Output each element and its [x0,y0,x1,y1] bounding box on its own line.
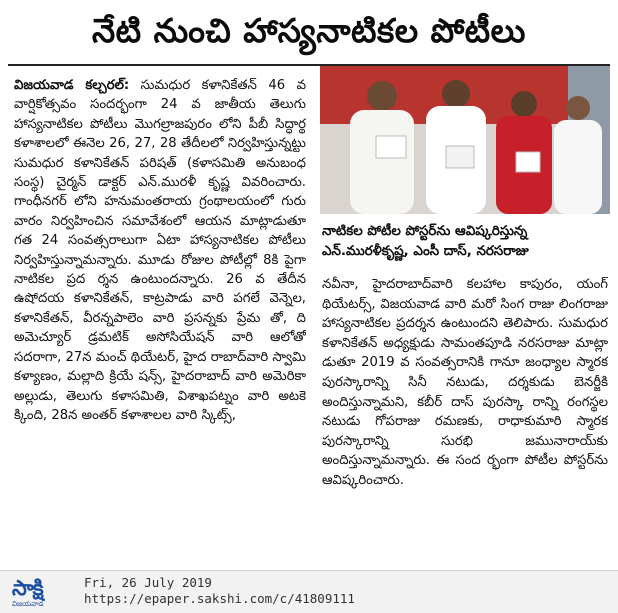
photo-caption [322,222,610,262]
caption-line: ఎన్.మురళీకృష్ణ, ఎంసీ దాస్, నరసరాజు [322,244,529,259]
epaper-url[interactable]: https://epaper.sakshi.com/c/41809111 [84,591,355,606]
logo-subtitle: విజయవాడ [12,600,44,608]
article-column-left [14,76,306,566]
edition-date: Fri, 26 July 2019 [84,575,212,590]
headline: నేటి నుంచి హాస్యనాటికల పోటీలు [92,11,526,50]
footer-meta [84,575,355,607]
article-text: సుమధుర కళానికేతన్ 46 వ వార్షికోత్సవం సందర్భంగా 24 వ జాతీయ తెలుగు హాస్యనాటికల పోటీలు మొగల్రాజపురం లోని పీబీ సిద్ధార్థ కళాశాలలో ఈనెల 26, 27, 28 తేదీలలో నిర్వహిస్తున్నట్టు సుమధుర కళానికేతన్ పరిషత్ (కళాసమితి అనుబంధ సంస్థ) చైర్మన్ డాక్టర్ ఎన్.మురళీ కృష్ణ వివరించారు. గాంధీనగర్ లోని హనుమంతరాయ గ్రంథాలయంలో గురు వారం నిర్వహించిన సమావేశంలో ఆయన మాట్లాడుతూ గత 24 సంవత్సరాలుగా ఏటా హాస్యనాటికల పోటీలు నిర్వహిస్తున్నామన్నారు. మూడు రోజుల పోటీల్లో 8కి పైగా నాటికల ప్రద ర్శన ఉంటుందన్నారు. 26 వ తేదీన ఉషోదయ కళానికేతన్, కాట్రపాడు వారి పగలే వెన్నెల, కళానికేతన్, వీరన్నపాలెం వారి ప్రసన్నకు ప్రేమ తో, ది అమెచ్యూర్ డ్రమటిక్ అసోసియేషన్ వారి ఆలోతో సదరాగా, 27న మంచ్ థియేటర్, హైద రాబాద్‌వారి స్వామి కళ్యాణం, మల్లాది క్రియే షన్స్, హైదరాబాద్ వారి అమెరికా అల్లుడు, తెలుగు కళాసమితి, విశాఖపట్నం వారి అటకె క్కింది, 28న అంతర్ కళాశాలల వారి స్కిట్స్, [14,78,306,423]
photo-illustration [320,66,610,214]
sakshi-logo [6,576,68,608]
footer [0,570,618,613]
dateline: విజయవాడ కల్చరల్: [14,78,130,93]
article-paragraph [14,76,306,425]
article-text: నవీనా, హైదరాబాద్‌వారి కలహాల కాపురం, యంగ్ థియేటర్స్, విజయవాడ వారి మరో సింగ రాజు లింగరాజు హాస్యనాటికల ప్రదర్శన ఉంటుందని తెలిపారు. సుమధుర కళానికేతన్ అధ్యక్షుడు సామంతపూడి నరసరాజు మాట్లా డుతూ 2019 వ సంవత్సరానికి గానూ జంధ్యాల స్మారక పురస్కారాన్ని సినీ నటుడు, దర్శకుడు బెనర్జీకి అందిస్తున్నామని, కబీర్ దాస్ పురస్కా రాన్ని రంగస్థల నటుడు గోపరాజు రమణకు, రాధాకుమారి స్మారక పురస్కారాన్ని సురభి జమునారాయ్‌కు అందిస్తున్నామన్నారు. ఈ సంద ర్భంగా పోటీల పోస్టర్‌ను ఆవిష్కరించారు. [322,277,608,488]
logo-text: సాక్షి [12,576,43,600]
caption-line: నాటికల పోటీల పోస్టర్‌ను ఆవిష్కరిస్తున్న [322,224,528,239]
article-column-right [322,275,608,565]
article-photo [320,66,610,214]
